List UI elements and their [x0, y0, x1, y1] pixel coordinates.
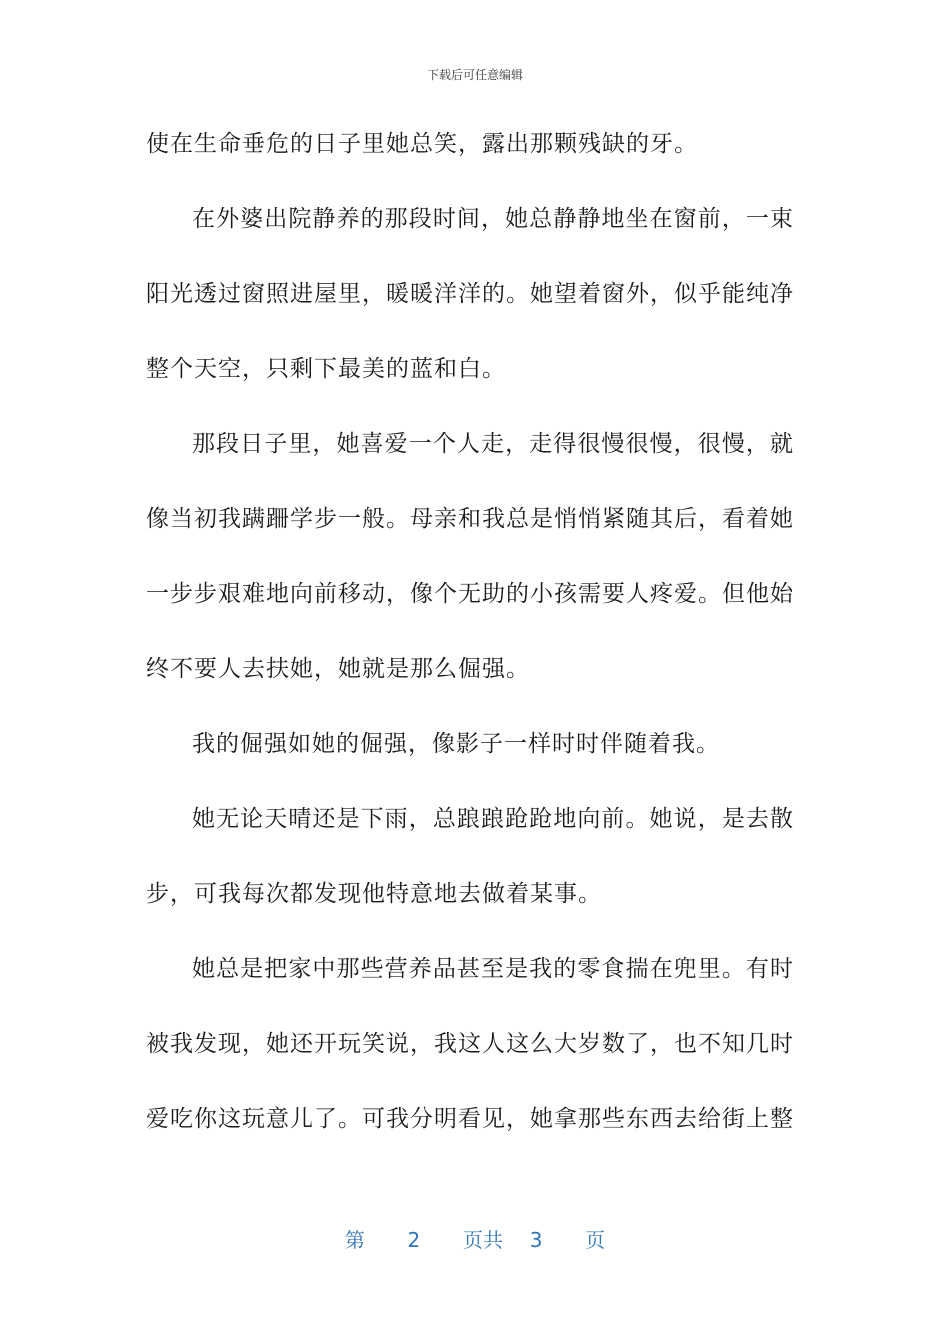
text-line: 步，可我每次都发现他特意地去做着某事。	[146, 881, 602, 907]
document-body	[146, 121, 794, 1171]
text-line: 终不要人去扶她，她就是那么倔强。	[146, 656, 530, 682]
footer-prefix: 第	[344, 1228, 365, 1252]
total-page-number: 3	[529, 1228, 543, 1252]
text-line: 一步步艰难地向前移动，像个无助的小孩需要人疼爱。但他始	[146, 581, 794, 607]
text-line: 我的倔强如她的倔强，像影子一样时时伴随着我。	[192, 731, 720, 757]
footer-middle: 页共	[463, 1228, 503, 1252]
text-line: 爱吃你这玩意儿了。可我分明看见，她拿那些东西去给街上整	[146, 1106, 794, 1132]
text-line: 像当初我蹒跚学步一般。母亲和我总是悄悄紧随其后，看着她	[146, 506, 794, 532]
text-line: 在外婆出院静养的那段时间，她总静静地坐在窗前，一束	[192, 206, 794, 232]
text-line: 使在生命垂危的日子里她总笑，露出那颗残缺的牙。	[146, 131, 698, 157]
text-line: 整个天空，只剩下最美的蓝和白。	[146, 356, 506, 382]
text-line: 被我发现，她还开玩笑说，我这人这么大岁数了，也不知几时	[146, 1031, 794, 1057]
text-line: 阳光透过窗照进屋里，暖暖洋洋的。她望着窗外，似乎能纯净	[146, 281, 794, 307]
text-line: 那段日子里，她喜爱一个人走，走得很慢很慢，很慢，就	[192, 431, 794, 457]
footer-suffix: 页	[585, 1228, 606, 1252]
page-header: 下载后可任意编辑	[426, 68, 523, 82]
page-footer	[0, 1224, 950, 1253]
current-page-number: 2	[407, 1228, 421, 1252]
text-line: 她无论天晴还是下雨，总踉踉跄跄地向前。她说，是去散	[192, 806, 794, 832]
text-line: 她总是把家中那些营养品甚至是我的零食揣在兜里。有时	[192, 956, 794, 982]
